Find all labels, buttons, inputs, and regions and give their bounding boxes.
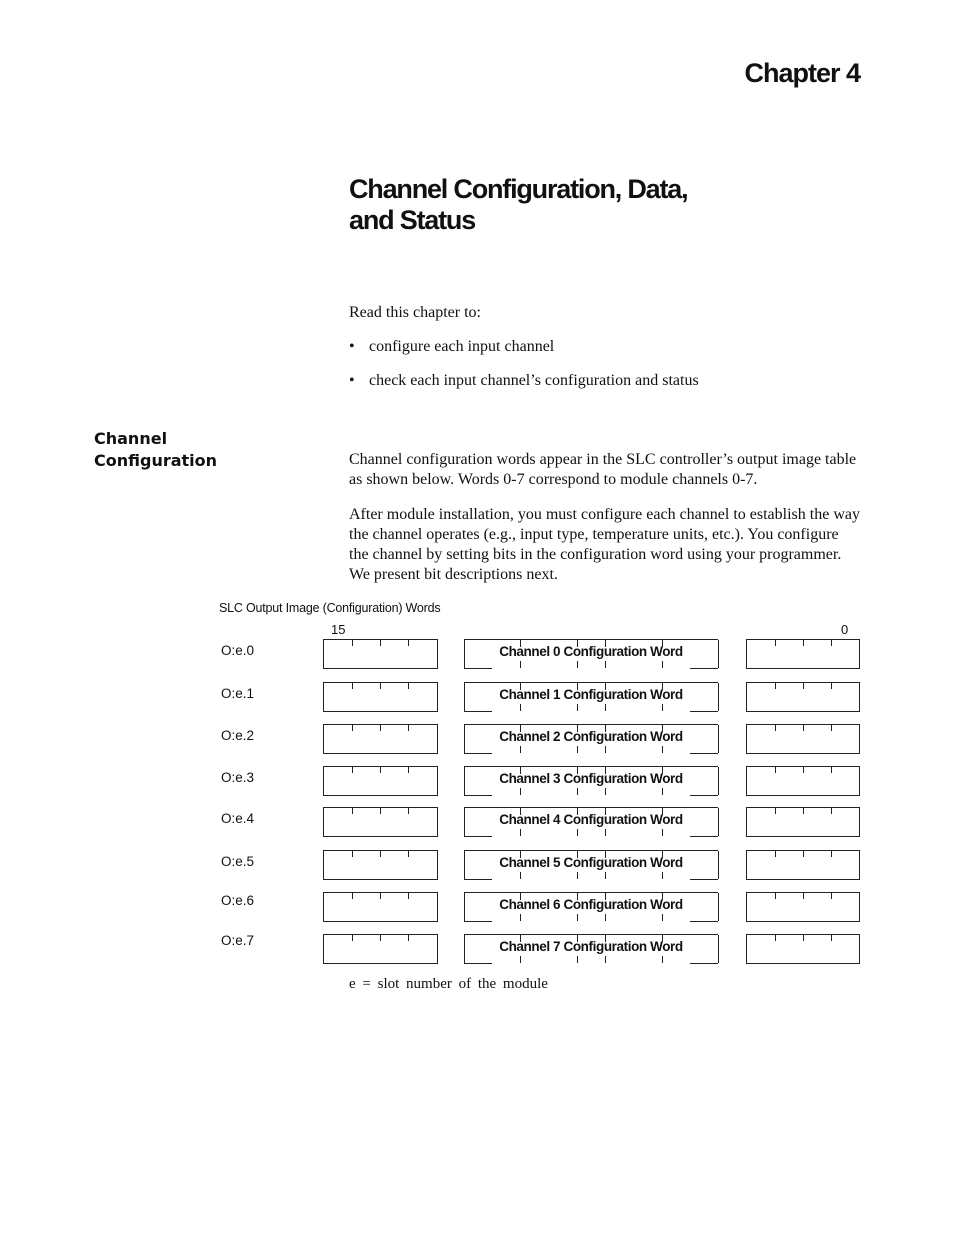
word-address: O:e.7 [221, 933, 255, 948]
bit-box-edge [464, 879, 492, 880]
word-low-bits-box [746, 682, 860, 712]
bit-tick [605, 914, 606, 921]
bit-tick [718, 767, 719, 795]
word-high-bits-box [323, 724, 438, 754]
intro-bullet-item [349, 371, 859, 391]
bit-box-edge [690, 836, 718, 837]
word-high-bits-box [323, 766, 438, 796]
word-middle-bits [464, 724, 718, 753]
bit-tick [352, 683, 353, 689]
bit-tick [605, 746, 606, 753]
bit-box-edge [464, 795, 492, 796]
bit-tick [352, 808, 353, 814]
configuration-word-label: Channel 1 Configuration Word [499, 687, 683, 702]
bit-tick [577, 788, 578, 795]
word-middle-bits [464, 682, 718, 711]
configuration-word-label: Channel 3 Configuration Word [499, 771, 683, 786]
bit-tick [803, 893, 804, 899]
bit-tick [831, 808, 832, 814]
bit-tick [408, 893, 409, 899]
word-middle-bits [464, 850, 718, 879]
configuration-word-row [0, 934, 954, 964]
bit-tick [577, 956, 578, 963]
bit-tick [577, 829, 578, 836]
word-low-bits-box [746, 639, 860, 669]
bit-tick [520, 704, 521, 711]
bit-box-edge [690, 795, 718, 796]
word-low-bits-box [746, 724, 860, 754]
bit-tick [775, 767, 776, 773]
bit-tick [380, 808, 381, 814]
configuration-word-label: Channel 5 Configuration Word [499, 855, 683, 870]
bullet-icon: • [349, 338, 355, 355]
bit-tick [577, 914, 578, 921]
chapter-title [349, 174, 769, 236]
bit-tick [577, 872, 578, 879]
bit-tick [605, 956, 606, 963]
intro-bullet-list [349, 337, 859, 391]
bit-tick [831, 767, 832, 773]
word-middle-bits [464, 766, 718, 795]
bit-tick [520, 956, 521, 963]
bit-tick [408, 640, 409, 646]
bit-tick [408, 808, 409, 814]
chapter-number: Chapter 4 [744, 58, 860, 88]
bit-tick [605, 829, 606, 836]
bit-box-edge [464, 753, 492, 754]
configuration-word-label: Channel 7 Configuration Word [499, 939, 683, 954]
word-address: O:e.2 [221, 728, 255, 743]
bit-tick [831, 851, 832, 857]
configuration-word-row [0, 766, 954, 796]
word-middle-bits [464, 934, 718, 963]
intro-bullet-text: configure each input channel [369, 338, 555, 355]
configuration-word-row [0, 850, 954, 880]
bit-box-edge [690, 753, 718, 754]
bit-tick [803, 725, 804, 731]
section-paragraph-1: Channel configuration words appear in the SLC controller’s output image table as shown below. Words 0-7 correspond to module channels 0-7. [349, 451, 857, 488]
configuration-word-label: Channel 4 Configuration Word [499, 812, 683, 827]
configuration-word-row [0, 892, 954, 922]
word-address: O:e.0 [221, 643, 255, 658]
bit-box-edge [690, 879, 718, 880]
bit-tick [831, 640, 832, 646]
bit-tick [718, 683, 719, 711]
bit-tick [352, 893, 353, 899]
bit-tick [831, 725, 832, 731]
word-address: O:e.6 [221, 893, 255, 908]
word-high-bits-box [323, 807, 438, 837]
word-address: O:e.4 [221, 811, 255, 826]
word-high-bits-box [323, 850, 438, 880]
word-address: O:e.1 [221, 686, 255, 701]
chapter-title-line-1: Channel Configuration, Data, [349, 174, 688, 204]
bit-tick [520, 746, 521, 753]
configuration-word-label: Channel 2 Configuration Word [499, 729, 683, 744]
bit-tick [775, 683, 776, 689]
bit-tick [352, 640, 353, 646]
bit-tick [520, 829, 521, 836]
intro-bullet-item [349, 337, 859, 357]
bit-tick [352, 725, 353, 731]
bit-tick [718, 851, 719, 879]
bit-tick [380, 640, 381, 646]
bit-tick [380, 725, 381, 731]
bit-box-edge [464, 921, 492, 922]
bit-tick [831, 935, 832, 941]
bit-tick [718, 808, 719, 836]
configuration-word-row [0, 639, 954, 669]
bit-tick [662, 872, 663, 879]
bit-tick [380, 935, 381, 941]
bit-box-edge [690, 668, 718, 669]
section-paragraph-2: After module installation, you must configure each channel to establish the way the channel operates (e.g., input type, temperature units, etc.). You configure the channel by setting bits in the configuration word using your programmer. We present bit descriptions next. [349, 506, 860, 583]
bit-box-edge [464, 668, 492, 669]
bit-box-edge [464, 963, 492, 964]
configuration-word-row [0, 807, 954, 837]
word-address: O:e.3 [221, 770, 255, 785]
bit-tick [775, 851, 776, 857]
bit-tick [662, 661, 663, 668]
section-heading [94, 428, 217, 472]
bit-tick [775, 640, 776, 646]
bit-tick [718, 725, 719, 753]
bit-tick [352, 851, 353, 857]
configuration-word-label: Channel 6 Configuration Word [499, 897, 683, 912]
bit-tick [408, 725, 409, 731]
bit-box-edge [690, 921, 718, 922]
word-low-bits-box [746, 807, 860, 837]
bit-tick [662, 914, 663, 921]
bit-tick [520, 661, 521, 668]
bit-tick [803, 640, 804, 646]
bit-tick [380, 767, 381, 773]
word-high-bits-box [323, 639, 438, 669]
bit-tick [577, 661, 578, 668]
word-high-bits-box [323, 934, 438, 964]
bit-tick [803, 767, 804, 773]
bit-tick [718, 935, 719, 963]
bit-tick [718, 893, 719, 921]
bit-0-label: 0 [841, 622, 849, 637]
bit-tick [803, 683, 804, 689]
bit-tick [662, 704, 663, 711]
word-low-bits-box [746, 934, 860, 964]
bit-tick [775, 808, 776, 814]
bit-tick [803, 808, 804, 814]
word-middle-bits [464, 807, 718, 836]
bit-tick [408, 683, 409, 689]
bit-tick [380, 893, 381, 899]
bit-box-edge [464, 711, 492, 712]
bit-tick [803, 851, 804, 857]
bit-tick [662, 956, 663, 963]
bit-tick [380, 683, 381, 689]
word-middle-bits [464, 892, 718, 921]
figure-footnote: e = slot number of the module [349, 976, 548, 992]
bit-tick [577, 746, 578, 753]
bit-tick [577, 704, 578, 711]
section-body [349, 450, 861, 600]
bit-tick [775, 893, 776, 899]
bit-tick [605, 872, 606, 879]
bit-tick [662, 746, 663, 753]
configuration-word-row [0, 682, 954, 712]
bit-tick [775, 935, 776, 941]
word-low-bits-box [746, 892, 860, 922]
bit-tick [408, 767, 409, 773]
bit-15-label: 15 [331, 622, 346, 637]
chapter-title-line-2: and Status [349, 205, 476, 235]
bit-tick [352, 935, 353, 941]
section-heading-line-2: Configuration [94, 451, 218, 470]
bit-box-edge [464, 836, 492, 837]
word-low-bits-box [746, 766, 860, 796]
bit-box-edge [690, 711, 718, 712]
word-middle-bits [464, 639, 718, 668]
bit-tick [831, 683, 832, 689]
configuration-word-label: Channel 0 Configuration Word [499, 644, 683, 659]
section-heading-line-1: Channel [94, 429, 168, 448]
word-high-bits-box [323, 892, 438, 922]
word-low-bits-box [746, 850, 860, 880]
configuration-word-row [0, 724, 954, 754]
bit-tick [408, 851, 409, 857]
bit-tick [662, 788, 663, 795]
intro-lead: Read this chapter to: [349, 304, 481, 321]
bit-tick [605, 704, 606, 711]
bit-tick [803, 935, 804, 941]
bit-tick [718, 640, 719, 668]
bullet-icon: • [349, 372, 355, 389]
bit-tick [520, 914, 521, 921]
bit-tick [775, 725, 776, 731]
bit-tick [605, 788, 606, 795]
bit-tick [408, 935, 409, 941]
bit-tick [605, 661, 606, 668]
figure-caption: SLC Output Image (Configuration) Words [219, 601, 441, 615]
word-high-bits-box [323, 682, 438, 712]
bit-tick [520, 872, 521, 879]
word-address: O:e.5 [221, 854, 255, 869]
intro-bullet-text: check each input channel’s configuration and status [369, 372, 699, 389]
bit-tick [380, 851, 381, 857]
bit-tick [520, 788, 521, 795]
bit-tick [662, 829, 663, 836]
bit-box-edge [690, 963, 718, 964]
bit-tick [352, 767, 353, 773]
bit-tick [831, 893, 832, 899]
chapter-intro [349, 303, 859, 405]
